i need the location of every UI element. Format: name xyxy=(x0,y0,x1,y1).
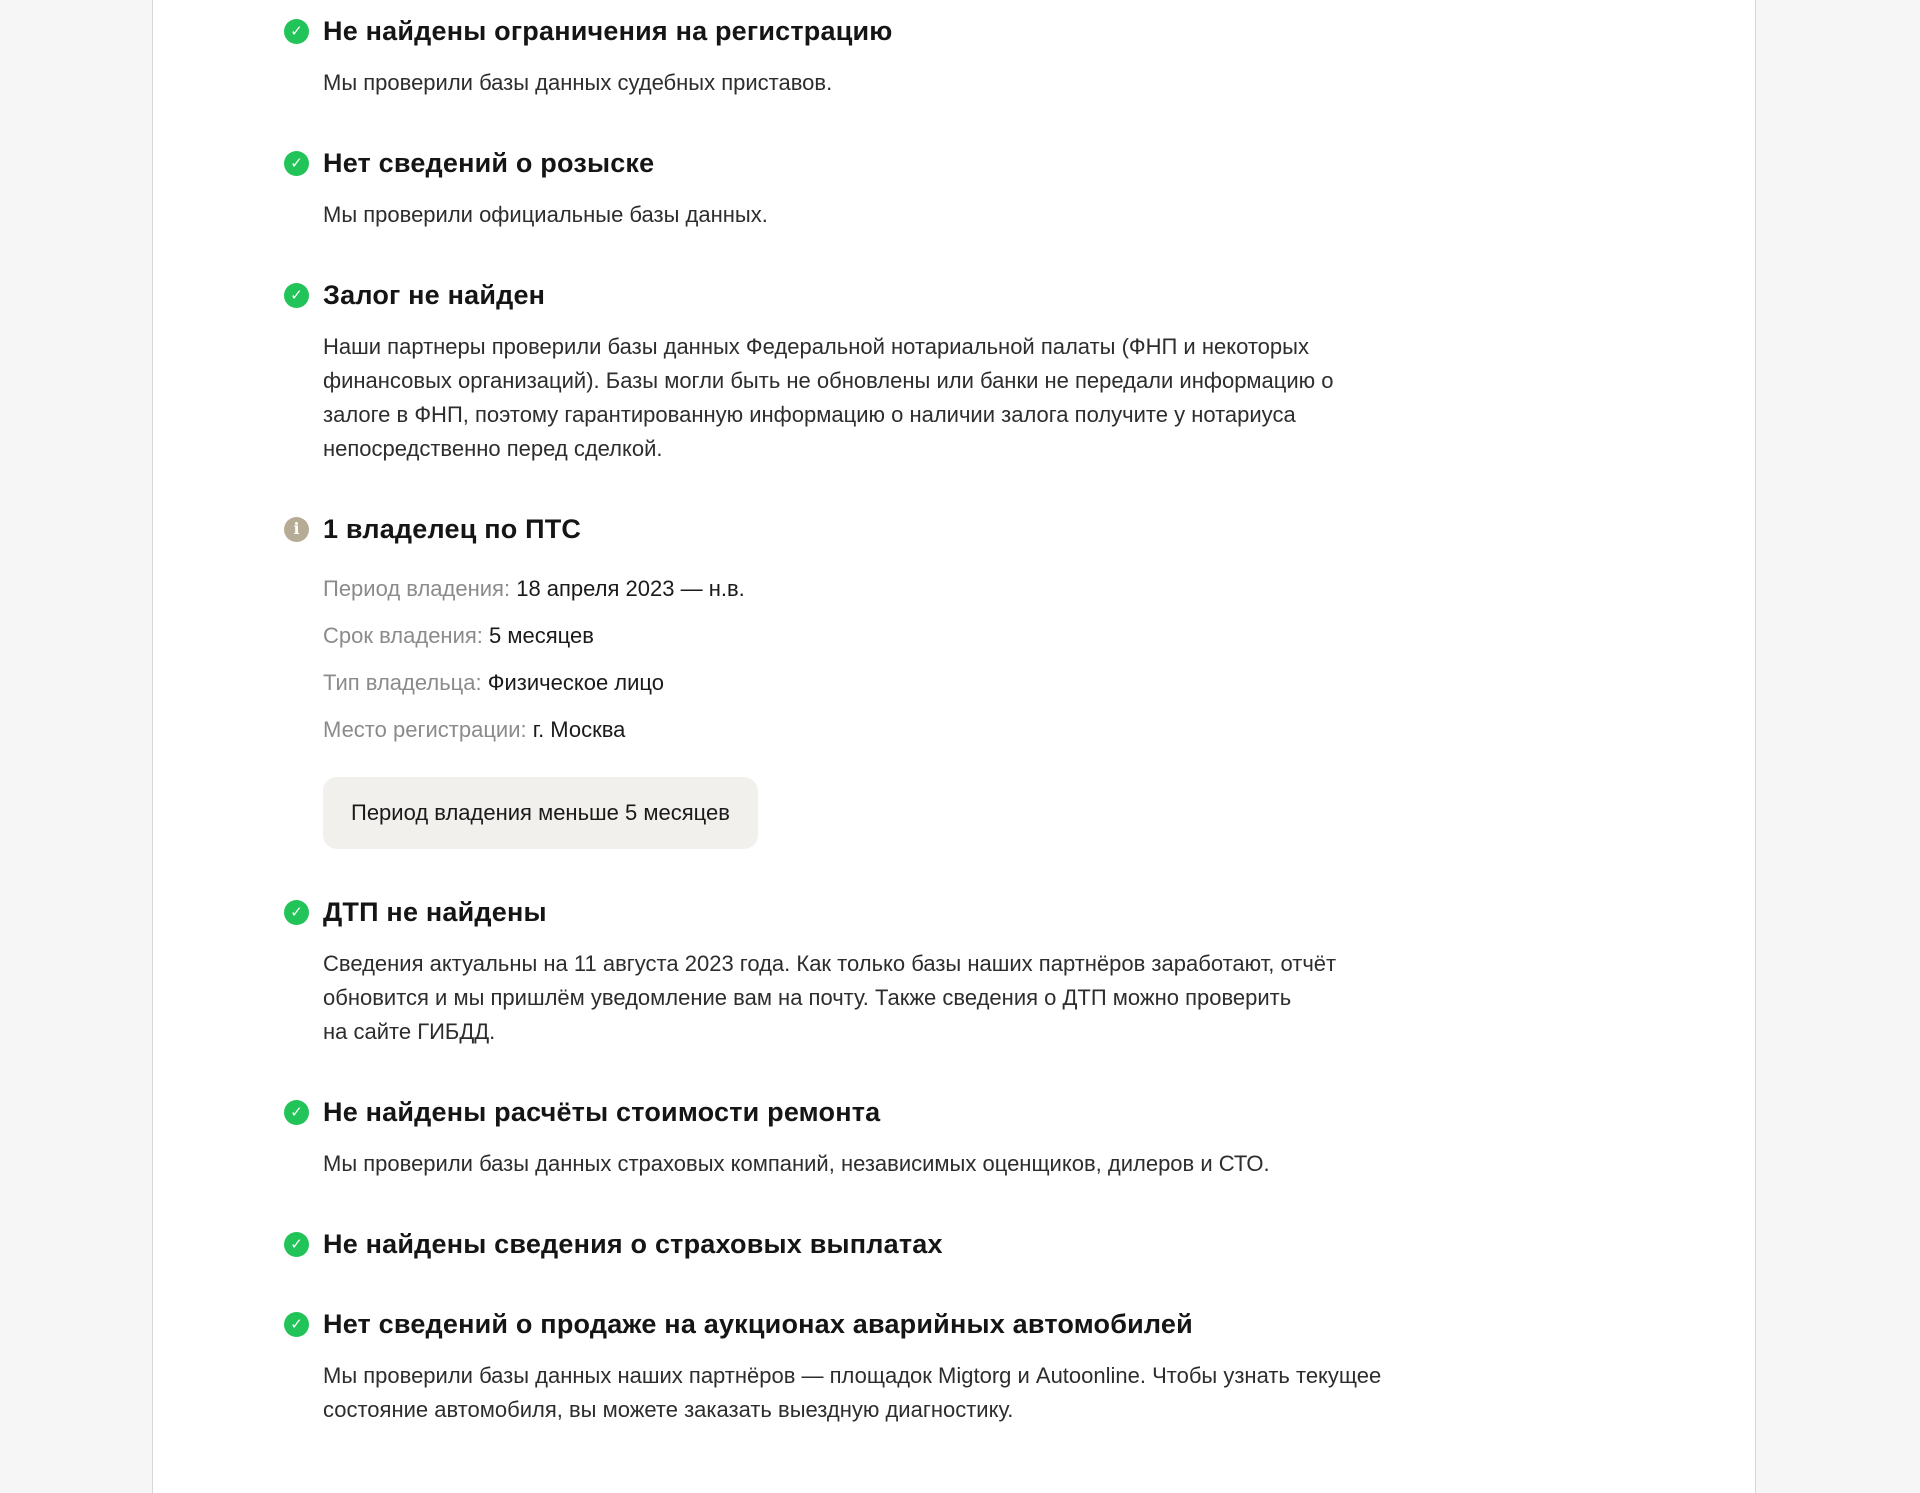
owner-row-period xyxy=(323,572,1610,606)
section-registration-restrictions xyxy=(284,14,1610,100)
info-icon xyxy=(284,517,309,542)
check-icon xyxy=(284,1232,309,1257)
row-value: 5 месяцев xyxy=(489,623,594,648)
section-body: Мы проверили базы данных наших партнёров — площадок Migtorg и Autoonline. Чтобы узнать текущее состояние автомобиля, вы можете заказать выездную диагностику. xyxy=(323,1363,1382,1422)
section-header xyxy=(284,14,1610,48)
check-icon xyxy=(284,151,309,176)
section-header xyxy=(284,1307,1610,1341)
check-icon xyxy=(284,19,309,44)
check-icon xyxy=(284,1100,309,1125)
section-title: Залог не найден xyxy=(323,280,546,310)
section-pledge xyxy=(284,278,1610,466)
section-wanted-status xyxy=(284,146,1610,232)
owner-details xyxy=(323,572,1610,747)
section-title: Не найдены сведения о страховых выплатах xyxy=(323,1229,943,1259)
owner-row-registration-place xyxy=(323,713,1610,747)
section-owners xyxy=(284,512,1610,849)
report-card xyxy=(152,0,1756,1493)
section-body: Сведения актуальны на 11 августа 2023 года. Как только базы наших партнёров заработают, отчёт обновится и мы пришлём уведомление вам на почту. Также сведения о ДТП можно проверить на сайте ГИБДД. xyxy=(323,951,1337,1044)
section-title: Нет сведений о розыске xyxy=(323,148,655,178)
section-title: Нет сведений о продаже на аукционах аварийных автомобилей xyxy=(323,1309,1193,1339)
row-label: Место регистрации: xyxy=(323,717,527,742)
section-header xyxy=(284,895,1610,929)
section-insurance-payouts xyxy=(284,1227,1610,1261)
section-accidents xyxy=(284,895,1610,1049)
check-icon xyxy=(284,283,309,308)
row-label: Тип владельца: xyxy=(323,670,482,695)
section-repair-cost xyxy=(284,1095,1610,1181)
section-title: Не найдены ограничения на регистрацию xyxy=(323,16,893,46)
row-value: г. Москва xyxy=(532,717,626,742)
section-title: Не найдены расчёты стоимости ремонта xyxy=(323,1097,881,1127)
section-body: Наши партнеры проверили базы данных Федеральной нотариальной палаты (ФНП и некоторых финансовых организаций). Базы могли быть не обновлены или банки не передали информацию о залоге в ФНП, поэтому гарантированную информацию о наличии залога получите у нотариуса непосредственно перед сделкой. xyxy=(323,334,1334,461)
section-title: ДТП не найдены xyxy=(323,897,547,927)
owner-row-duration xyxy=(323,619,1610,653)
section-header xyxy=(284,146,1610,180)
check-icon xyxy=(284,900,309,925)
row-value: 18 апреля 2023 — н.в. xyxy=(516,576,745,601)
ownership-period-badge: Период владения меньше 5 месяцев xyxy=(323,777,758,849)
section-salvage-auctions xyxy=(284,1307,1610,1427)
check-icon xyxy=(284,1312,309,1337)
section-title: 1 владелец по ПТС xyxy=(323,514,582,544)
section-body: Мы проверили базы данных судебных приставов. xyxy=(323,70,833,95)
section-header xyxy=(284,1227,1610,1261)
section-body: Мы проверили официальные базы данных. xyxy=(323,202,768,227)
section-header xyxy=(284,1095,1610,1129)
section-header xyxy=(284,512,1610,546)
row-value: Физическое лицо xyxy=(487,670,665,695)
section-header xyxy=(284,278,1610,312)
row-label: Срок владения: xyxy=(323,623,483,648)
row-label: Период владения: xyxy=(323,576,511,601)
section-body: Мы проверили базы данных страховых компаний, независимых оценщиков, дилеров и СТО. xyxy=(323,1151,1270,1176)
owner-row-type xyxy=(323,666,1610,700)
